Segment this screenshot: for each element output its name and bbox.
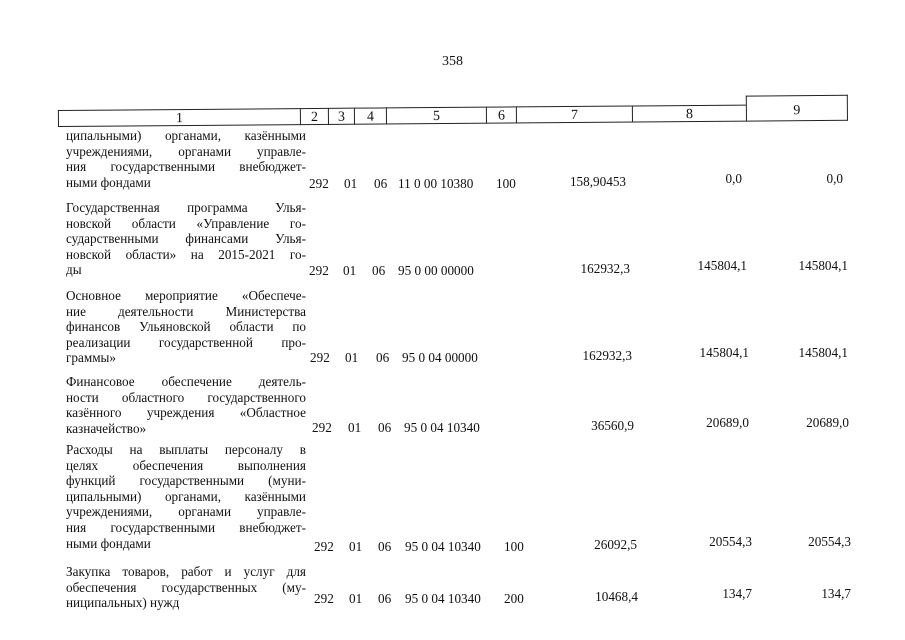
row-description [66, 374, 306, 436]
description-line: реализации государственной про- [66, 334, 306, 350]
description-line: ными фондами [66, 535, 151, 551]
cell-grbs-code: 292 [312, 420, 332, 435]
header-col-9: 9 [746, 95, 848, 122]
cell-expense-type: 100 [504, 539, 524, 554]
cell-amount-year-3: 0,0 [826, 171, 843, 186]
header-col-2: 2 [300, 108, 328, 125]
description-line: ды [66, 262, 82, 278]
cell-expense-type: 200 [504, 591, 524, 606]
cell-amount-year-1: 162932,3 [582, 348, 632, 363]
cell-target-article: 95 0 00 00000 [398, 263, 474, 278]
header-col-6: 6 [486, 106, 516, 123]
description-line: Государственная программа Улья- [66, 200, 306, 215]
description-line: ния государственными внебюджет- [66, 519, 306, 535]
description-line: ными фондами [66, 174, 151, 190]
cell-amount-year-3: 145804,1 [798, 258, 848, 273]
row-description [66, 288, 306, 366]
header-col-7: 7 [516, 105, 632, 123]
cell-subsection: 06 [378, 420, 392, 435]
description-line: граммы» [66, 350, 117, 366]
description-line: Закупка товаров, работ и услуг для [66, 564, 306, 579]
description-line: казначейство» [66, 420, 147, 436]
header-col-4: 4 [354, 107, 386, 124]
cell-subsection: 06 [378, 539, 392, 554]
description-line: новской области» на 2015-2021 го- [66, 246, 306, 262]
cell-grbs-code: 292 [309, 263, 329, 278]
cell-section: 01 [343, 263, 357, 278]
description-line: функций государственными (муни- [66, 473, 306, 489]
cell-amount-year-3: 20689,0 [806, 415, 849, 430]
cell-amount-year-2: 145804,1 [697, 258, 747, 273]
description-line: ципальными) органами, казёнными [66, 488, 306, 504]
cell-amount-year-2: 20689,0 [706, 415, 749, 430]
row-description [66, 564, 306, 611]
cell-subsection: 06 [374, 176, 388, 191]
description-line: Расходы на выплаты персоналу в [66, 442, 306, 457]
header-col-3: 3 [328, 108, 354, 125]
header-col-1: 1 [58, 108, 300, 127]
table-header [58, 95, 848, 127]
cell-amount-year-3: 134,7 [821, 586, 851, 601]
description-line: финансов Ульяновской области по [66, 319, 306, 335]
cell-section: 01 [349, 539, 363, 554]
cell-target-article: 95 0 04 10340 [405, 591, 481, 606]
cell-grbs-code: 292 [309, 176, 329, 191]
header-col-8: 8 [632, 105, 746, 123]
cell-target-article: 11 0 00 10380 [398, 176, 474, 191]
cell-target-article: 95 0 04 10340 [404, 420, 480, 435]
description-line: ципальными) органами, казёнными [66, 128, 306, 143]
cell-section: 01 [344, 176, 358, 191]
cell-amount-year-2: 0,0 [725, 171, 742, 186]
cell-amount-year-1: 26092,5 [594, 537, 637, 552]
description-line: учреждениями, органами управле- [66, 143, 306, 159]
description-line: ниципальных) нужд [66, 595, 180, 611]
cell-subsection: 06 [372, 263, 386, 278]
header-col-5: 5 [386, 107, 486, 125]
row-description [66, 128, 306, 190]
cell-amount-year-1: 36560,9 [591, 418, 634, 433]
cell-amount-year-1: 162932,3 [580, 261, 630, 276]
cell-target-article: 95 0 04 00000 [402, 350, 478, 365]
description-line: Финансовое обеспечение деятель- [66, 374, 306, 389]
description-line: учреждениями, органами управле- [66, 504, 306, 520]
description-line: казённого учреждения «Областное [66, 405, 306, 421]
cell-target-article: 95 0 04 10340 [405, 539, 481, 554]
cell-section: 01 [349, 591, 363, 606]
cell-section: 01 [345, 350, 359, 365]
cell-grbs-code: 292 [314, 591, 334, 606]
cell-amount-year-1: 10468,4 [595, 589, 638, 604]
description-line: целях обеспечения выполнения [66, 457, 306, 473]
description-line: обеспечения государственных (му- [66, 579, 306, 595]
row-description [66, 442, 306, 551]
cell-amount-year-2: 134,7 [722, 586, 752, 601]
description-line: сударственными финансами Улья- [66, 231, 306, 247]
cell-section: 01 [348, 420, 362, 435]
page-number: 358 [442, 54, 463, 69]
cell-grbs-code: 292 [314, 539, 334, 554]
cell-amount-year-3: 20554,3 [808, 534, 851, 549]
row-description [66, 200, 306, 278]
cell-amount-year-3: 145804,1 [798, 345, 848, 360]
description-line: ния государственными внебюджет- [66, 159, 306, 175]
cell-amount-year-1: 158,90453 [569, 174, 626, 189]
cell-subsection: 06 [376, 350, 390, 365]
cell-grbs-code: 292 [310, 350, 330, 365]
cell-amount-year-2: 20554,3 [709, 534, 752, 549]
description-line: ности областного государственного [66, 389, 306, 405]
description-line: Основное мероприятие «Обеспече- [66, 288, 306, 303]
description-line: ние деятельности Министерства [66, 303, 306, 319]
cell-amount-year-2: 145804,1 [699, 345, 749, 360]
description-line: новской области «Управление го- [66, 215, 306, 231]
cell-expense-type: 100 [496, 176, 516, 191]
cell-subsection: 06 [378, 591, 392, 606]
